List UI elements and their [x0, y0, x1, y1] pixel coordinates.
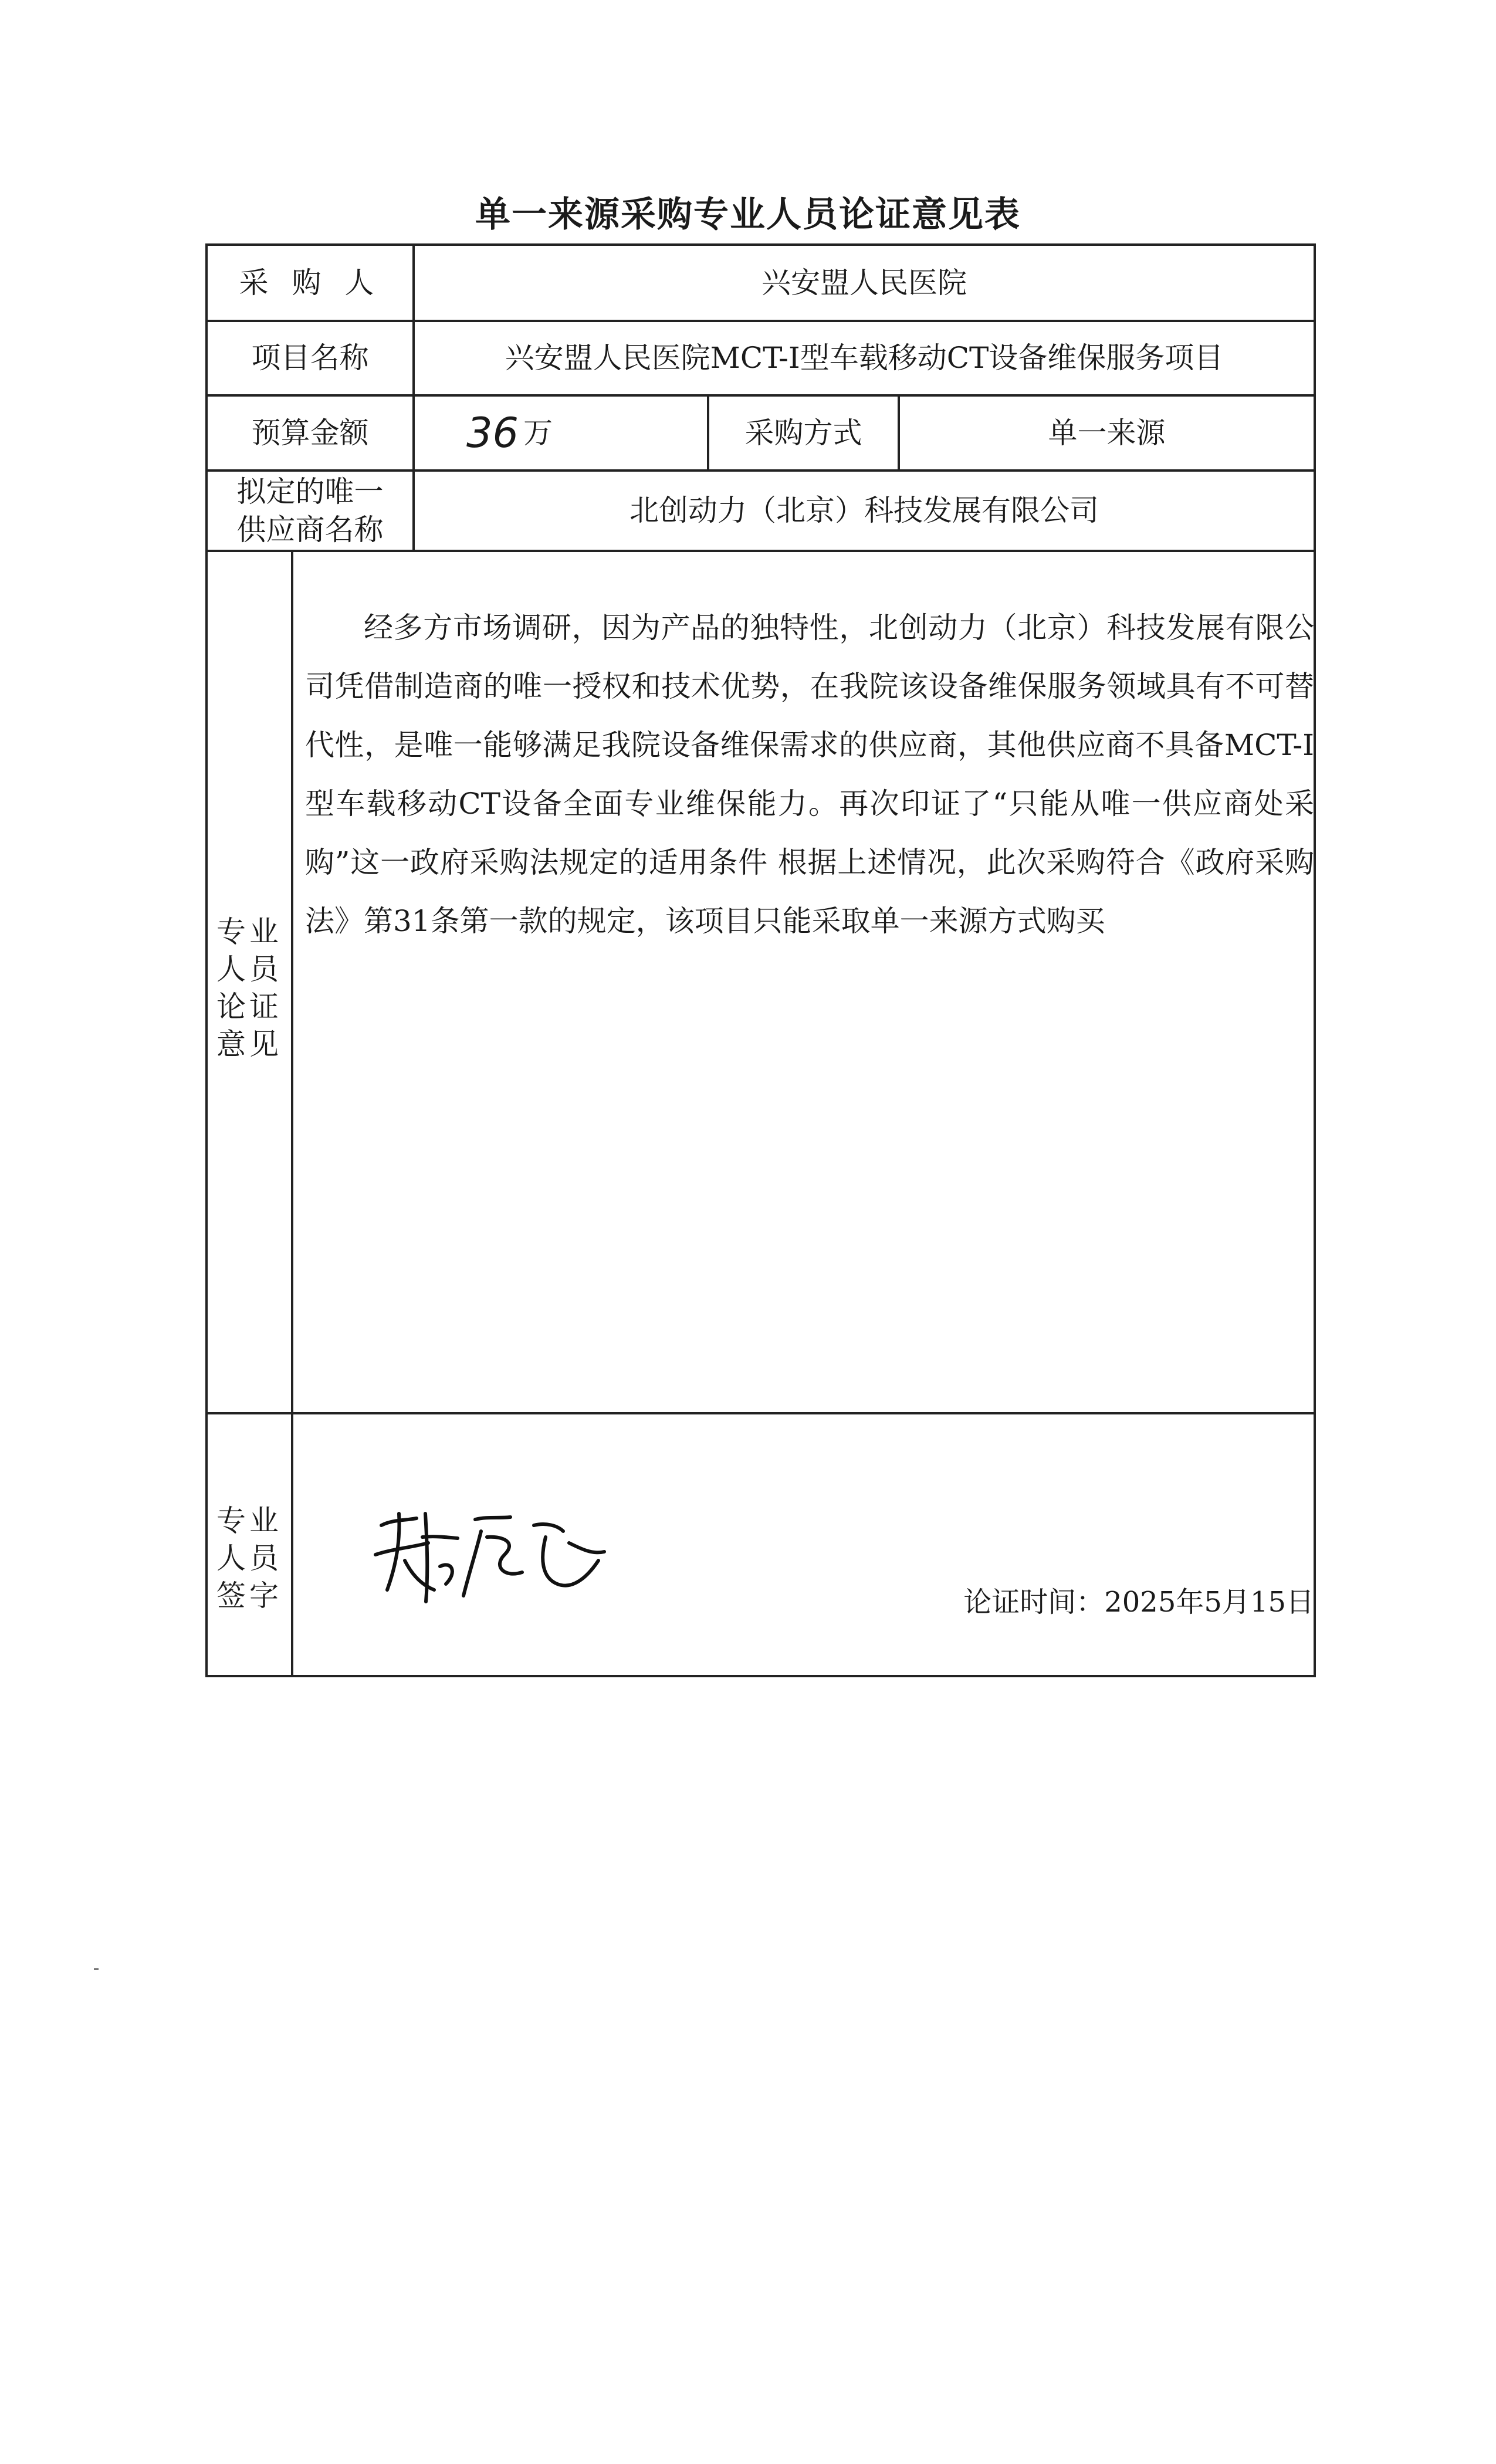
project-name-label: 项目名称 [251, 341, 369, 375]
procurement-method-label: 采购方式 [744, 415, 862, 450]
signature-label-line3: 签字 [216, 1579, 282, 1613]
opinion-label-line1: 专业 [216, 915, 282, 949]
supplier-label-line1: 拟定的唯一 [236, 474, 384, 509]
budget-label: 预算金额 [251, 415, 369, 450]
project-name-value: 兴安盟人民医院MCT-I型车载移动CT设备维保服务项目 [505, 341, 1224, 375]
purchaser-value: 兴安盟人民医院 [761, 265, 967, 300]
form-title: 单一来源采购专业人员论证意见表 [475, 194, 1021, 235]
budget-amount-handwritten: 36 [466, 408, 519, 457]
handwritten-signature [370, 1502, 616, 1613]
opinion-label-line3: 论证 [216, 990, 282, 1024]
opinion-label-line2: 人员 [216, 952, 282, 986]
signature-date: 论证时间：2025年5月15日 [963, 1586, 1314, 1619]
scan-speck [94, 1968, 99, 1970]
supplier-label [208, 472, 412, 550]
opinion-label [208, 913, 291, 1063]
opinion-form-table [205, 243, 1316, 1677]
supplier-label-line2: 供应商名称 [236, 512, 384, 547]
opinion-label-line4: 意见 [216, 1027, 282, 1061]
signature-label [208, 1502, 291, 1615]
opinion-text: 经多方市场调研，因为产品的独特性，北创动力（北京）科技发展有限公司凭借制造商的唯一授权和技术优势，在我院该设备维保服务领域具有不可替代性，是唯一能够满足我院设备维保需求的供应商，其他供应商不具备MCT-I型车载移动CT设备全面专业维保能力。再次印证了“只能从唯一供应商处采购”这一政府采购法规定的适用条件 根据上述情况，此次采购符合《政府采购法》第31条第一款的规定，该项目只能采取单一来源方式购买 [305, 611, 1314, 938]
signature-label-line2: 人员 [216, 1541, 282, 1575]
budget-value [415, 397, 707, 469]
signature-label-line1: 专业 [216, 1504, 282, 1538]
procurement-method-value: 单一来源 [1048, 415, 1166, 450]
supplier-value: 北创动力（北京）科技发展有限公司 [629, 493, 1099, 527]
budget-unit: 万 [523, 415, 553, 450]
purchaser-label: 采 购 人 [239, 265, 381, 300]
